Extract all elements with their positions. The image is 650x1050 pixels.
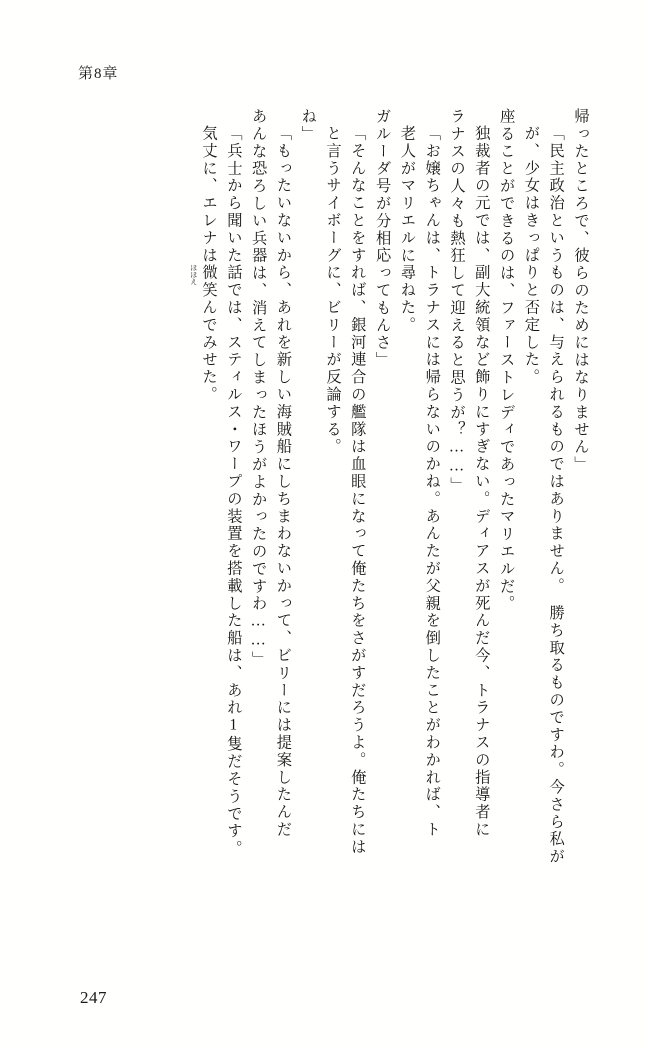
text-line: 気丈に、エレナは微笑 ほほえ んでみせた。 xyxy=(189,125,218,404)
chapter-header: 第8章 xyxy=(78,66,119,82)
text-line: と言うサイボーグに、ビリーが反論する。 xyxy=(324,125,342,456)
text-line: 独裁者の元では、副大統領など飾りにすぎない。ディアスが死んだ今、トラナスの指導者に xyxy=(472,125,490,839)
text-line: ラナスの人々も熱狂して迎えると思うが？……」 xyxy=(448,108,466,495)
text-line: 「もったいないから、あれを新しい海賊船にしちまわないかって、ビリーには提案したんだ xyxy=(274,125,292,839)
text-line: 「お嬢ちゃんは、トラナスには帰らないのかね。あんたが父親を倒したことがわかれば、ト xyxy=(423,125,441,839)
text-line: 「民主政治というものは、与えられるものではありません。 勝ち取るものですわ。今さら私が xyxy=(547,125,565,866)
page-number: 247 xyxy=(80,988,107,1007)
text-line: 「そんなことをすれば、銀河連合の艦隊は血眼になって俺たちをさがすだろうよ。俺たちには xyxy=(348,125,366,856)
ruby-annotation: 微笑 ほほえ xyxy=(189,264,218,300)
body-text-block xyxy=(191,108,588,968)
text-line: 座ることができるのは、ファーストレディであったマリエルだ。 xyxy=(497,108,515,613)
text-line: が、少女はきっぱりと否定した。 xyxy=(522,125,540,386)
text-line: ガルーダ号が分相応ってもんさ」 xyxy=(373,108,391,369)
text-line: 帰ったところで、彼らのためにはなりません」 xyxy=(572,108,589,474)
ruby-text: ほほえ xyxy=(189,264,198,286)
text-line: あんな恐ろしい兵器は、消えてしまったほうがよかったのですわ……」 xyxy=(249,108,267,669)
text-line: 老人がマリエルに尋ねた。 xyxy=(398,125,416,334)
text-line: 「兵士から聞いた話では、スティルス・ワープの装置を搭載した船は、あれ1隻だそうです。 xyxy=(224,125,242,858)
text-line: ね」 xyxy=(299,108,317,143)
